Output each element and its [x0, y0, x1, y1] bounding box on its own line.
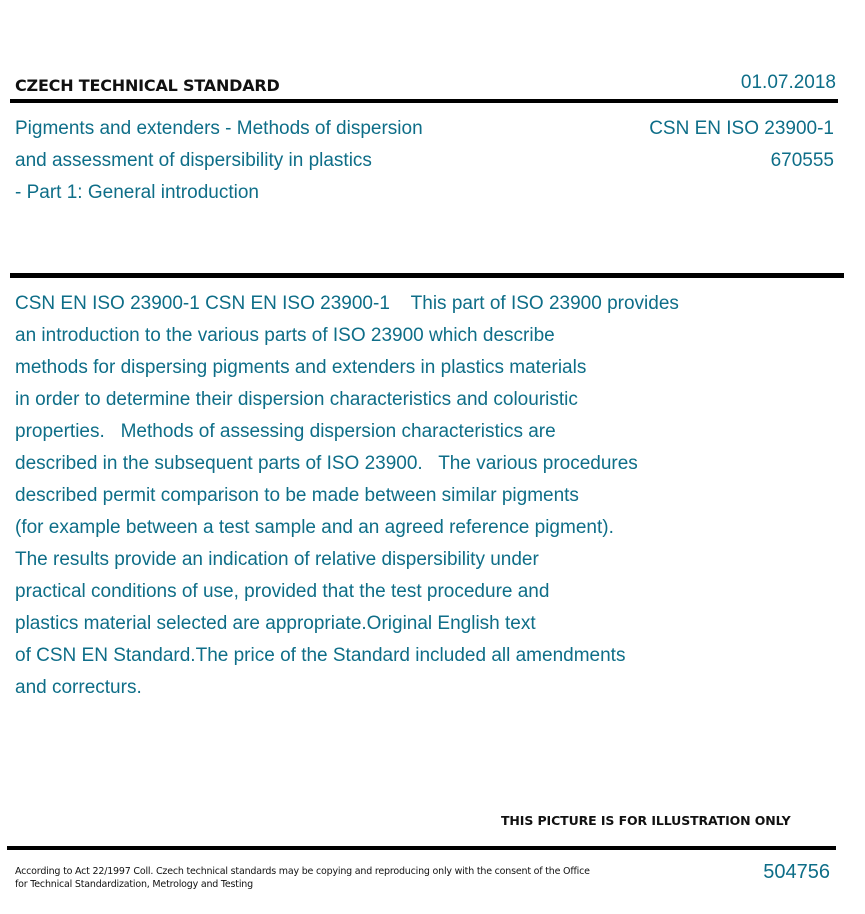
abstract-line: in order to determine their dispersion characteristics and colouristic [15, 389, 578, 410]
document-id-number: 504756 [763, 861, 830, 883]
document-type-label: CZECH TECHNICAL STANDARD [15, 76, 280, 95]
abstract-line: plastics material selected are appropriate.Original English text [15, 613, 536, 634]
copyright-note-line-2: for Technical Standardization, Metrology and Testing [15, 879, 253, 890]
illustration-disclaimer: THIS PICTURE IS FOR ILLUSTRATION ONLY [501, 813, 791, 828]
abstract-line: methods for dispersing pigments and extenders in plastics materials [15, 357, 587, 378]
abstract-line: (for example between a test sample and an agreed reference pigment). [15, 517, 614, 538]
abstract-line: properties. Methods of assessing dispersion characteristics are [15, 421, 556, 442]
copyright-note [15, 865, 590, 891]
abstract-line: CSN EN ISO 23900-1 CSN EN ISO 23900-1 This part of ISO 23900 provides [15, 293, 679, 314]
abstract-line: and correcturs. [15, 677, 142, 698]
abstract-line: of CSN EN Standard.The price of the Standard included all amendments [15, 645, 626, 666]
abstract-line: described in the subsequent parts of ISO 23900. The various procedures [15, 453, 638, 474]
publication-date: 01.07.2018 [740, 72, 836, 93]
abstract-line: The results provide an indication of relative dispersibility under [15, 549, 539, 570]
standard-title-line-1: Pigments and extenders - Methods of dispersion [15, 118, 423, 139]
copyright-note-line-1: According to Act 22/1997 Coll. Czech technical standards may be copying and reproducing only with the consent of the Office [15, 866, 590, 877]
classification-number: 670555 [770, 150, 834, 171]
standard-code: CSN EN ISO 23900-1 [649, 118, 834, 139]
abstract-line: an introduction to the various parts of ISO 23900 which describe [15, 325, 555, 346]
title-divider [10, 273, 844, 278]
header-divider [10, 99, 838, 103]
abstract-line: described permit comparison to be made between similar pigments [15, 485, 579, 506]
standard-title-line-3: - Part 1: General introduction [15, 182, 259, 203]
abstract-line: practical conditions of use, provided that the test procedure and [15, 581, 550, 602]
standard-title-line-2: and assessment of dispersibility in plastics [15, 150, 372, 171]
footer-divider [7, 846, 836, 850]
